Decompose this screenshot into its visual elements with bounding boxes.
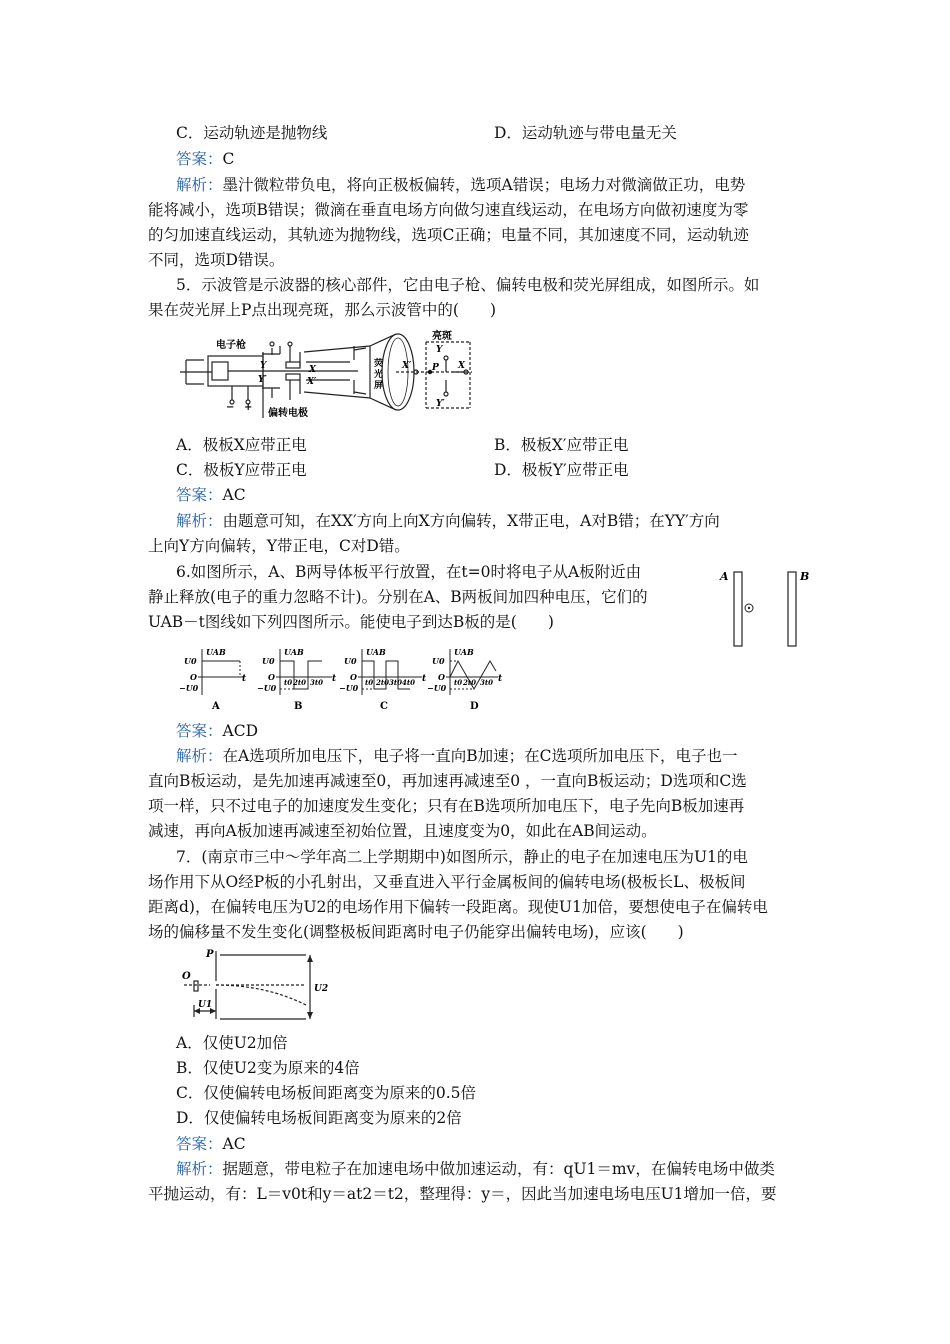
q6-stem-line-1: 6.如图所示，A、B两导体板平行放置，在t=0时将电子从A板附近由 [176, 563, 642, 581]
tick-2t0: 2t0 [463, 678, 476, 687]
label-p: P [432, 363, 439, 373]
label-xp-plate: X′ [307, 377, 317, 387]
tick-2t0: 2t0 [376, 678, 389, 687]
label-yp-plate: Y′ [258, 375, 267, 385]
tick-u0: U0 [184, 656, 197, 666]
label-p: P [206, 949, 214, 960]
answer-value: ACD [222, 722, 258, 740]
graph-label-b: B [294, 701, 303, 712]
q7-stem-line-4: 场的偏移量不发生变化(调整极板间距离时电子仍能穿出偏转电场)，应该( ) [148, 923, 684, 941]
q4-answer [176, 148, 234, 170]
answer-label: 答案： [176, 1135, 223, 1153]
label-u2: U2 [314, 984, 329, 994]
parallel-plates-figure [716, 566, 816, 648]
label-o: O [182, 971, 191, 982]
tick-u0: U0 [432, 656, 445, 666]
uab-graphs-figure [176, 645, 506, 713]
q4-analysis-line-3: 的匀加速直线运动，其轨迹为抛物线，选项C正确；电量不同，其加速度不同，运动轨迹 [148, 226, 749, 244]
graph-b [257, 647, 337, 712]
q7-option-a: A．仅使U2加倍 [176, 1034, 288, 1052]
tick-neg-u0: −U0 [257, 683, 277, 693]
q5-option-a: A．极板X应带正电 [176, 436, 307, 454]
label-plus: + [244, 402, 253, 413]
answer-value: C [222, 150, 235, 168]
q7-option-c: C．仅使偏转电场板间距离变为原来的0.5倍 [176, 1084, 477, 1102]
answer-label: 答案： [176, 150, 223, 168]
tick-3t0: 3t0 [389, 678, 402, 687]
graph-label-a: A [212, 701, 220, 712]
label-deflection-plates: 偏转电极 [268, 408, 308, 419]
label-y-plate: Y [260, 361, 267, 371]
label-yp-right: Y′ [436, 399, 445, 409]
label-minus: − [226, 402, 235, 413]
answer-value: AC [222, 486, 246, 504]
answer-value: AC [222, 1135, 246, 1153]
q5-stem-line-1: 5．示波管是示波器的核心部件，它由电子枪、偏转电极和荧光屏组成，如图所示。如 [176, 276, 760, 294]
analysis-label: 解析： [176, 747, 223, 765]
axis-t: t [242, 674, 247, 684]
q7-stem-line-1: 7．(南京市三中～学年高二上学期期中)如图所示，静止的电子在加速电压为U1的电 [176, 848, 748, 866]
label-u1: U1 [198, 1000, 213, 1010]
origin: O [268, 672, 275, 682]
q5-option-c: C．极板Y应带正电 [176, 461, 307, 479]
origin: O [190, 672, 197, 682]
label-screen-3: 屏 [374, 381, 384, 391]
graph-label-c: C [380, 701, 388, 712]
answer-label: 答案： [176, 486, 223, 504]
q5-stem-line-2: 果在荧光屏上P点出现亮斑，那么示波管中的( ) [148, 301, 497, 319]
q5-analysis-line-2: 上向Y方向偏转，Y带正电，C对D错。 [148, 537, 410, 555]
label-screen-1: 荧 [374, 359, 384, 369]
graph-a [179, 647, 247, 712]
tick-2t0: 2t0 [293, 678, 306, 687]
q5-analysis-line-1 [176, 510, 720, 532]
graph-label-d: D [470, 701, 479, 712]
q7-stem-line-2: 场作用下从O经P板的小孔射出，又垂直进入平行金属板间的偏转电场(极板长L、极板间 [148, 873, 746, 891]
q4-analysis-line-1 [176, 174, 745, 196]
tick-u0: U0 [262, 656, 275, 666]
q6-stem-line-2: 静止释放(电子的重力忽略不计)。分别在A、B两板间加四种电压，它们的 [148, 588, 648, 606]
q5-option-d: D．极板Y′应带正电 [494, 461, 629, 479]
label-y-right: Y [436, 345, 443, 355]
q7-option-b: B．仅使U2变为原来的4倍 [176, 1059, 360, 1077]
q4-option-c: C．运动轨迹是抛物线 [176, 124, 328, 142]
tick-4t0: 4t0 [402, 678, 415, 687]
label-bright-spot: 亮斑 [432, 331, 452, 342]
tick-t0: t0 [365, 678, 374, 687]
tick-3t0: 3t0 [310, 678, 323, 687]
axis-t: t [422, 674, 427, 684]
origin: O [350, 672, 357, 682]
plate-b-label: B [800, 570, 810, 583]
origin: O [438, 672, 445, 682]
q6-answer [176, 720, 258, 742]
q4-option-d: D．运动轨迹与带电量无关 [494, 124, 677, 142]
q7-option-d: D．仅使偏转电场板间距离变为原来的2倍 [176, 1109, 462, 1127]
axis-uab: UAB [366, 647, 386, 657]
tick-neg-u0: −U0 [179, 683, 199, 693]
analysis-text: 墨汁微粒带负电，将向正极板偏转，选项A错误；电场力对微滴做正功，电势 [222, 176, 746, 194]
analysis-text: 在A选项所加电压下，电子将一直向B加速；在C选项所加电压下，电子也一 [222, 747, 738, 765]
tick-neg-u0: −U0 [339, 683, 359, 693]
axis-t: t [498, 674, 503, 684]
q5-answer [176, 484, 246, 506]
q7-answer [176, 1133, 246, 1155]
tick-u0: U0 [344, 656, 357, 666]
label-x-plate: X [309, 365, 316, 375]
axis-uab: UAB [284, 647, 304, 657]
label-screen-2: 光 [374, 370, 384, 380]
analysis-text: 由题意可知，在XX′方向上向X方向偏转，X带正电，A对B错；在YY′方向 [222, 512, 720, 530]
tick-3t0: 3t0 [480, 678, 493, 687]
q5-option-b: B．极板X′应带正电 [494, 436, 629, 454]
analysis-label: 解析： [176, 512, 223, 530]
label-x-right: X [458, 361, 465, 371]
tick-t0: t0 [454, 678, 463, 687]
axis-t: t [332, 674, 337, 684]
q4-analysis-line-2: 能将减小，选项B错误；微滴在垂直电场方向做匀速直线运动，在电场方向做初速度为零 [148, 201, 749, 219]
q6-analysis-line-2: 直向B板运动，是先加速再减速至0，再加速再减速至0 ，一直向B板运动；D选项和C选 [148, 772, 747, 790]
q6-analysis-line-3: 项一样，只不过电子的加速度发生变化；只有在B选项所加电压下，电子先向B板加速再 [148, 797, 745, 815]
axis-uab: UAB [454, 647, 474, 657]
label-electron-gun: 电子枪 [216, 340, 246, 351]
oscilloscope-tube-figure [176, 330, 476, 422]
q7-stem-line-3: 距离d)，在偏转电压为U2的电场作用下偏转一段距离。现使U1加倍，要想使电子在偏转电 [148, 898, 768, 916]
axis-uab: UAB [206, 647, 226, 657]
label-xp-right: X′ [402, 361, 412, 371]
analysis-label: 解析： [176, 176, 223, 194]
analysis-label: 解析： [176, 1160, 223, 1178]
q7-analysis-line-1 [176, 1158, 775, 1180]
q6-analysis-line-1 [176, 745, 737, 767]
q6-analysis-line-4: 减速，再向A板加速再减速至初始位置，且速度变为0，如此在AB间运动。 [148, 822, 657, 840]
tick-neg-u0: −U0 [427, 683, 447, 693]
q4-analysis-line-4: 不同，选项D错误。 [148, 251, 285, 269]
graph-c [339, 647, 427, 712]
answer-label: 答案： [176, 722, 223, 740]
analysis-text: 据题意，带电粒子在加速电场中做加速运动，有：qU1＝mv，在偏转电场中做类 [222, 1160, 775, 1178]
acceleration-deflection-figure [176, 945, 329, 1025]
q7-analysis-line-2: 平抛运动，有：L＝v0t和y＝at2＝t2，整理得：y＝，因此当加速电场电压U1增加一倍，要 [148, 1185, 777, 1203]
tick-t0: t0 [284, 678, 293, 687]
graph-d [427, 647, 503, 712]
q6-stem-line-3: UAB－t图线如下列四图所示。能使电子到达B板的是( ) [148, 613, 554, 631]
plate-a-label: A [720, 570, 729, 583]
